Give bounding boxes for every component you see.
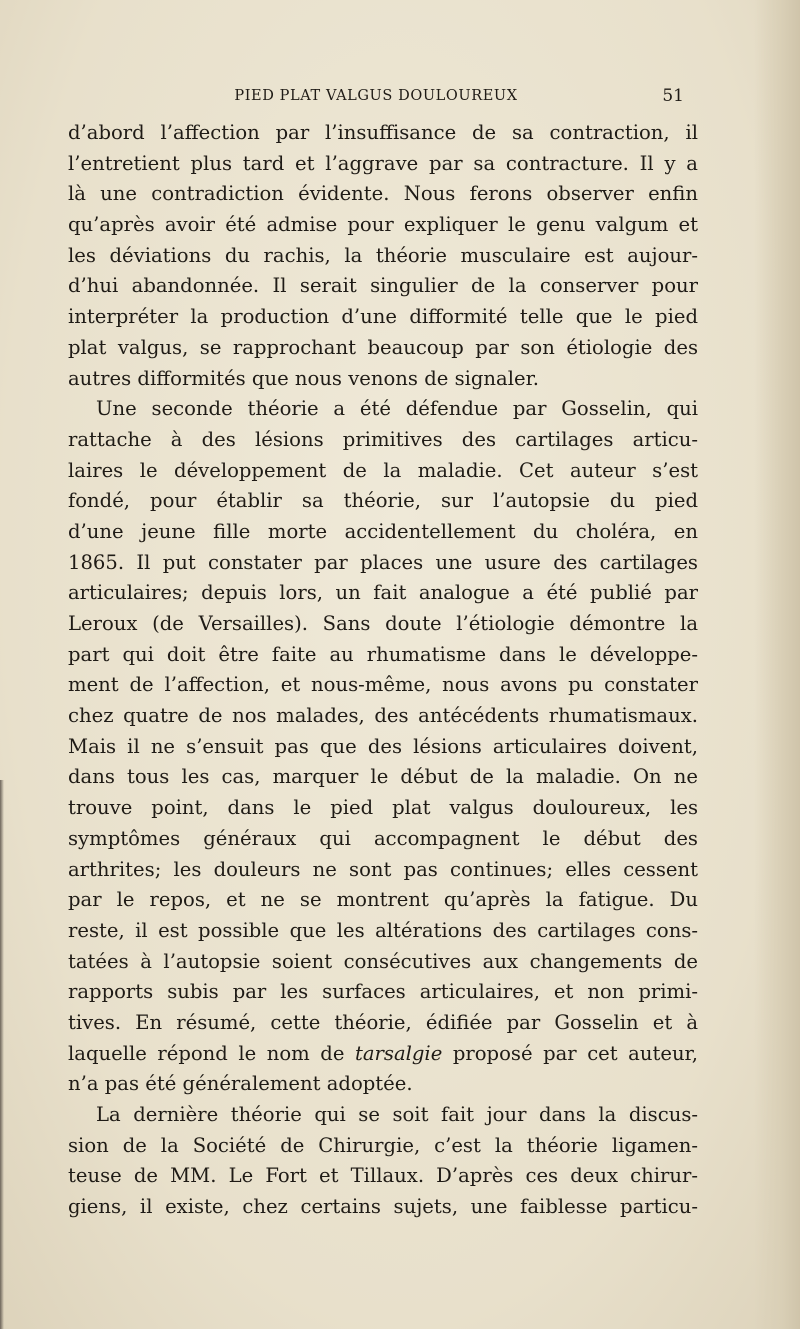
text-line: 1865. Il put constater par places une usure des cartilages	[68, 550, 698, 574]
text-line: l’entretient plus tard et l’aggrave par sa contracture. Il y a	[68, 151, 698, 175]
text-line: rattache à des lésions primitives des cartilages articu-	[68, 427, 698, 451]
text-line: interpréter la production d’une difformité telle que le pied	[68, 305, 698, 329]
text-line: là une contradiction évidente. Nous ferons observer enfin	[68, 182, 698, 206]
text-line: n’a pas été généralement adoptée.	[68, 1072, 413, 1096]
page-left-shadow	[0, 780, 4, 1329]
text-line: reste, il est possible que les altérations des cartilages cons-	[68, 918, 698, 942]
text-line	[68, 1039, 698, 1070]
text-line: tatées à l’autopsie soient consécutives aux changements de	[68, 949, 698, 973]
text-line: La dernière théorie qui se soit fait jour dans la discus-	[96, 1103, 698, 1126]
text-line: symptômes généraux qui accompagnent le début des	[68, 826, 698, 850]
text-line: autres difformités que nous venons de signaler.	[68, 366, 540, 390]
text-line: d’une jeune fille morte accidentellement du choléra, en	[68, 519, 698, 543]
text-line: dans tous les cas, marquer le début de la maladie. On ne	[68, 765, 698, 789]
text-line: tives. En résumé, cette théorie, édifiée par Gosselin et à	[68, 1010, 698, 1034]
text-line: sion de la Société de Chirurgie, c’est la théorie ligamen-	[68, 1133, 698, 1157]
page-header	[68, 86, 684, 110]
text-line: part qui doit être faite au rhumatisme dans le développe-	[68, 642, 698, 666]
italic-term: tarsalgie	[354, 1041, 443, 1065]
text-line: teuse de MM. Le Fort et Tillaux. D’après ces deux chirur-	[68, 1164, 698, 1188]
text-line: trouve point, dans le pied plat valgus douloureux, les	[68, 796, 698, 820]
text-line: Une seconde théorie a été défendue par Gosselin, qui	[96, 397, 698, 421]
text-line: d’abord l’affection par l’insuffisance de sa contraction, il	[68, 121, 698, 144]
text-line: Leroux (de Versailles). Sans doute l’étiologie démontre la	[68, 612, 698, 635]
page-number: 51	[662, 86, 684, 106]
page-right-shadow	[754, 0, 800, 1329]
text-line: articulaires; depuis lors, un fait analogue a été publié par	[68, 581, 698, 605]
text-line: d’hui abandonnée. Il serait singulier de la conserver pour	[68, 274, 698, 298]
text-line: fondé, pour établir sa théorie, sur l’autopsie du pied	[68, 489, 698, 513]
text-line: ment de l’affection, et nous-même, nous avons pu constater	[68, 673, 698, 697]
text-line: rapports subis par les surfaces articulaires, et non primi-	[68, 980, 698, 1004]
text-line: par le repos, et ne se montrent qu’après la fatigue. Du	[68, 888, 698, 912]
text-line: qu’après avoir été admise pour expliquer le genu valgum et	[68, 213, 698, 237]
text-line: Mais il ne s’ensuit pas que des lésions articulaires doivent,	[68, 734, 698, 758]
text-line: chez quatre de nos malades, des antécédents rhumatismaux.	[68, 704, 698, 728]
text-line: laires le développement de la maladie. Cet auteur s’est	[68, 458, 698, 482]
text-segment: laquelle répond le nom de	[68, 1041, 355, 1065]
text-line: les déviations du rachis, la théorie musculaire est aujour-	[68, 243, 698, 267]
text-line: plat valgus, se rapprochant beaucoup par son étiologie des	[68, 335, 698, 359]
text-line: arthrites; les douleurs ne sont pas continues; elles cessent	[68, 857, 698, 881]
text-line: giens, il existe, chez certains sujets, une faiblesse particu-	[68, 1195, 698, 1219]
text-segment: proposé par cet auteur,	[442, 1041, 698, 1065]
running-head: PIED PLAT VALGUS DOULOUREUX	[234, 88, 518, 104]
body-text	[68, 118, 698, 1223]
